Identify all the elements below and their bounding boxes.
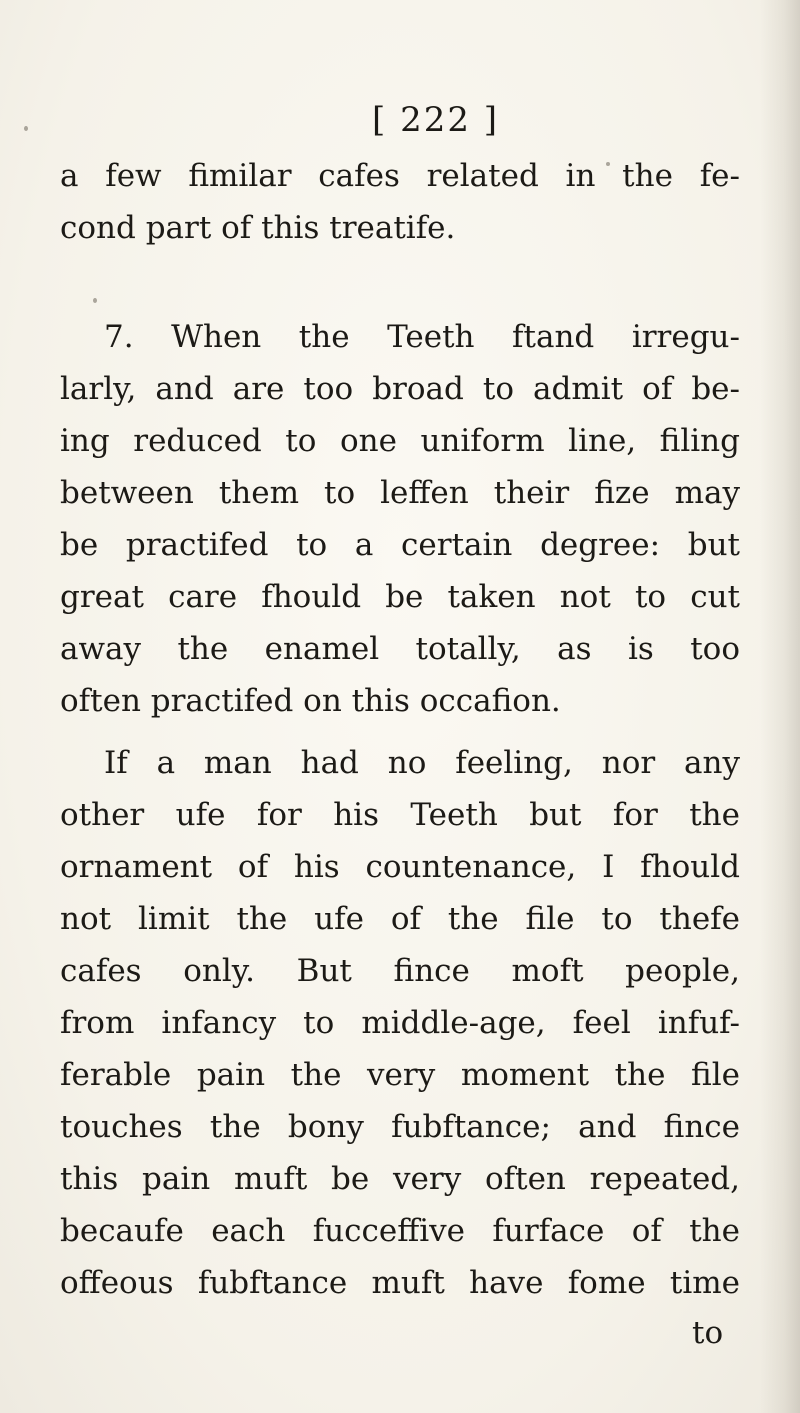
- text-line: cafes only. But fince moft people,: [60, 953, 740, 989]
- paragraph-continuation: [60, 150, 740, 254]
- text-line: offeous fubftance muft have fome time: [60, 1265, 740, 1301]
- text-line: not limit the ufe of the file to thefe: [60, 901, 740, 937]
- text-line: 7. When the Teeth ftand irregu-: [104, 319, 740, 355]
- text-line: touches the bony fubftance; and fince: [60, 1109, 740, 1145]
- text-line: other ufe for his Teeth but for the: [60, 797, 740, 833]
- text-line: ornament of his countenance, I fhould: [60, 849, 740, 885]
- text-line: ferable pain the very moment the file: [60, 1057, 740, 1093]
- text-line: cond part of this treatife.: [60, 210, 456, 246]
- text-line: a few fimilar cafes related in the fe-: [60, 158, 740, 194]
- text-line: this pain muft be very often repeated,: [60, 1161, 740, 1197]
- page-number-header: [ 222 ]: [372, 100, 500, 140]
- text-line: If a man had no feeling, nor any: [104, 745, 740, 781]
- text-line: larly, and are too broad to admit of be-: [60, 371, 740, 407]
- text-line: away the enamel totally, as is too: [60, 631, 740, 667]
- text-line: from infancy to middle-age, feel infuf-: [60, 1005, 740, 1041]
- text-line: between them to leffen their fize may: [60, 475, 740, 511]
- paragraph-file-use: [60, 737, 740, 1309]
- ink-speck: [24, 126, 28, 131]
- text-line: becaufe each fucceffive furface of the: [60, 1213, 740, 1249]
- text-line: often practifed on this occafion.: [60, 683, 561, 719]
- text-line: be practifed to a certain degree: but: [60, 527, 740, 563]
- catchword: to: [692, 1315, 724, 1351]
- ink-speck: [93, 298, 97, 303]
- page-edge-shadow: [760, 0, 800, 1413]
- text-line: ing reduced to one uniform line, filing: [60, 423, 740, 459]
- paragraph-seven: [60, 311, 740, 727]
- text-line: great care fhould be taken not to cut: [60, 579, 740, 615]
